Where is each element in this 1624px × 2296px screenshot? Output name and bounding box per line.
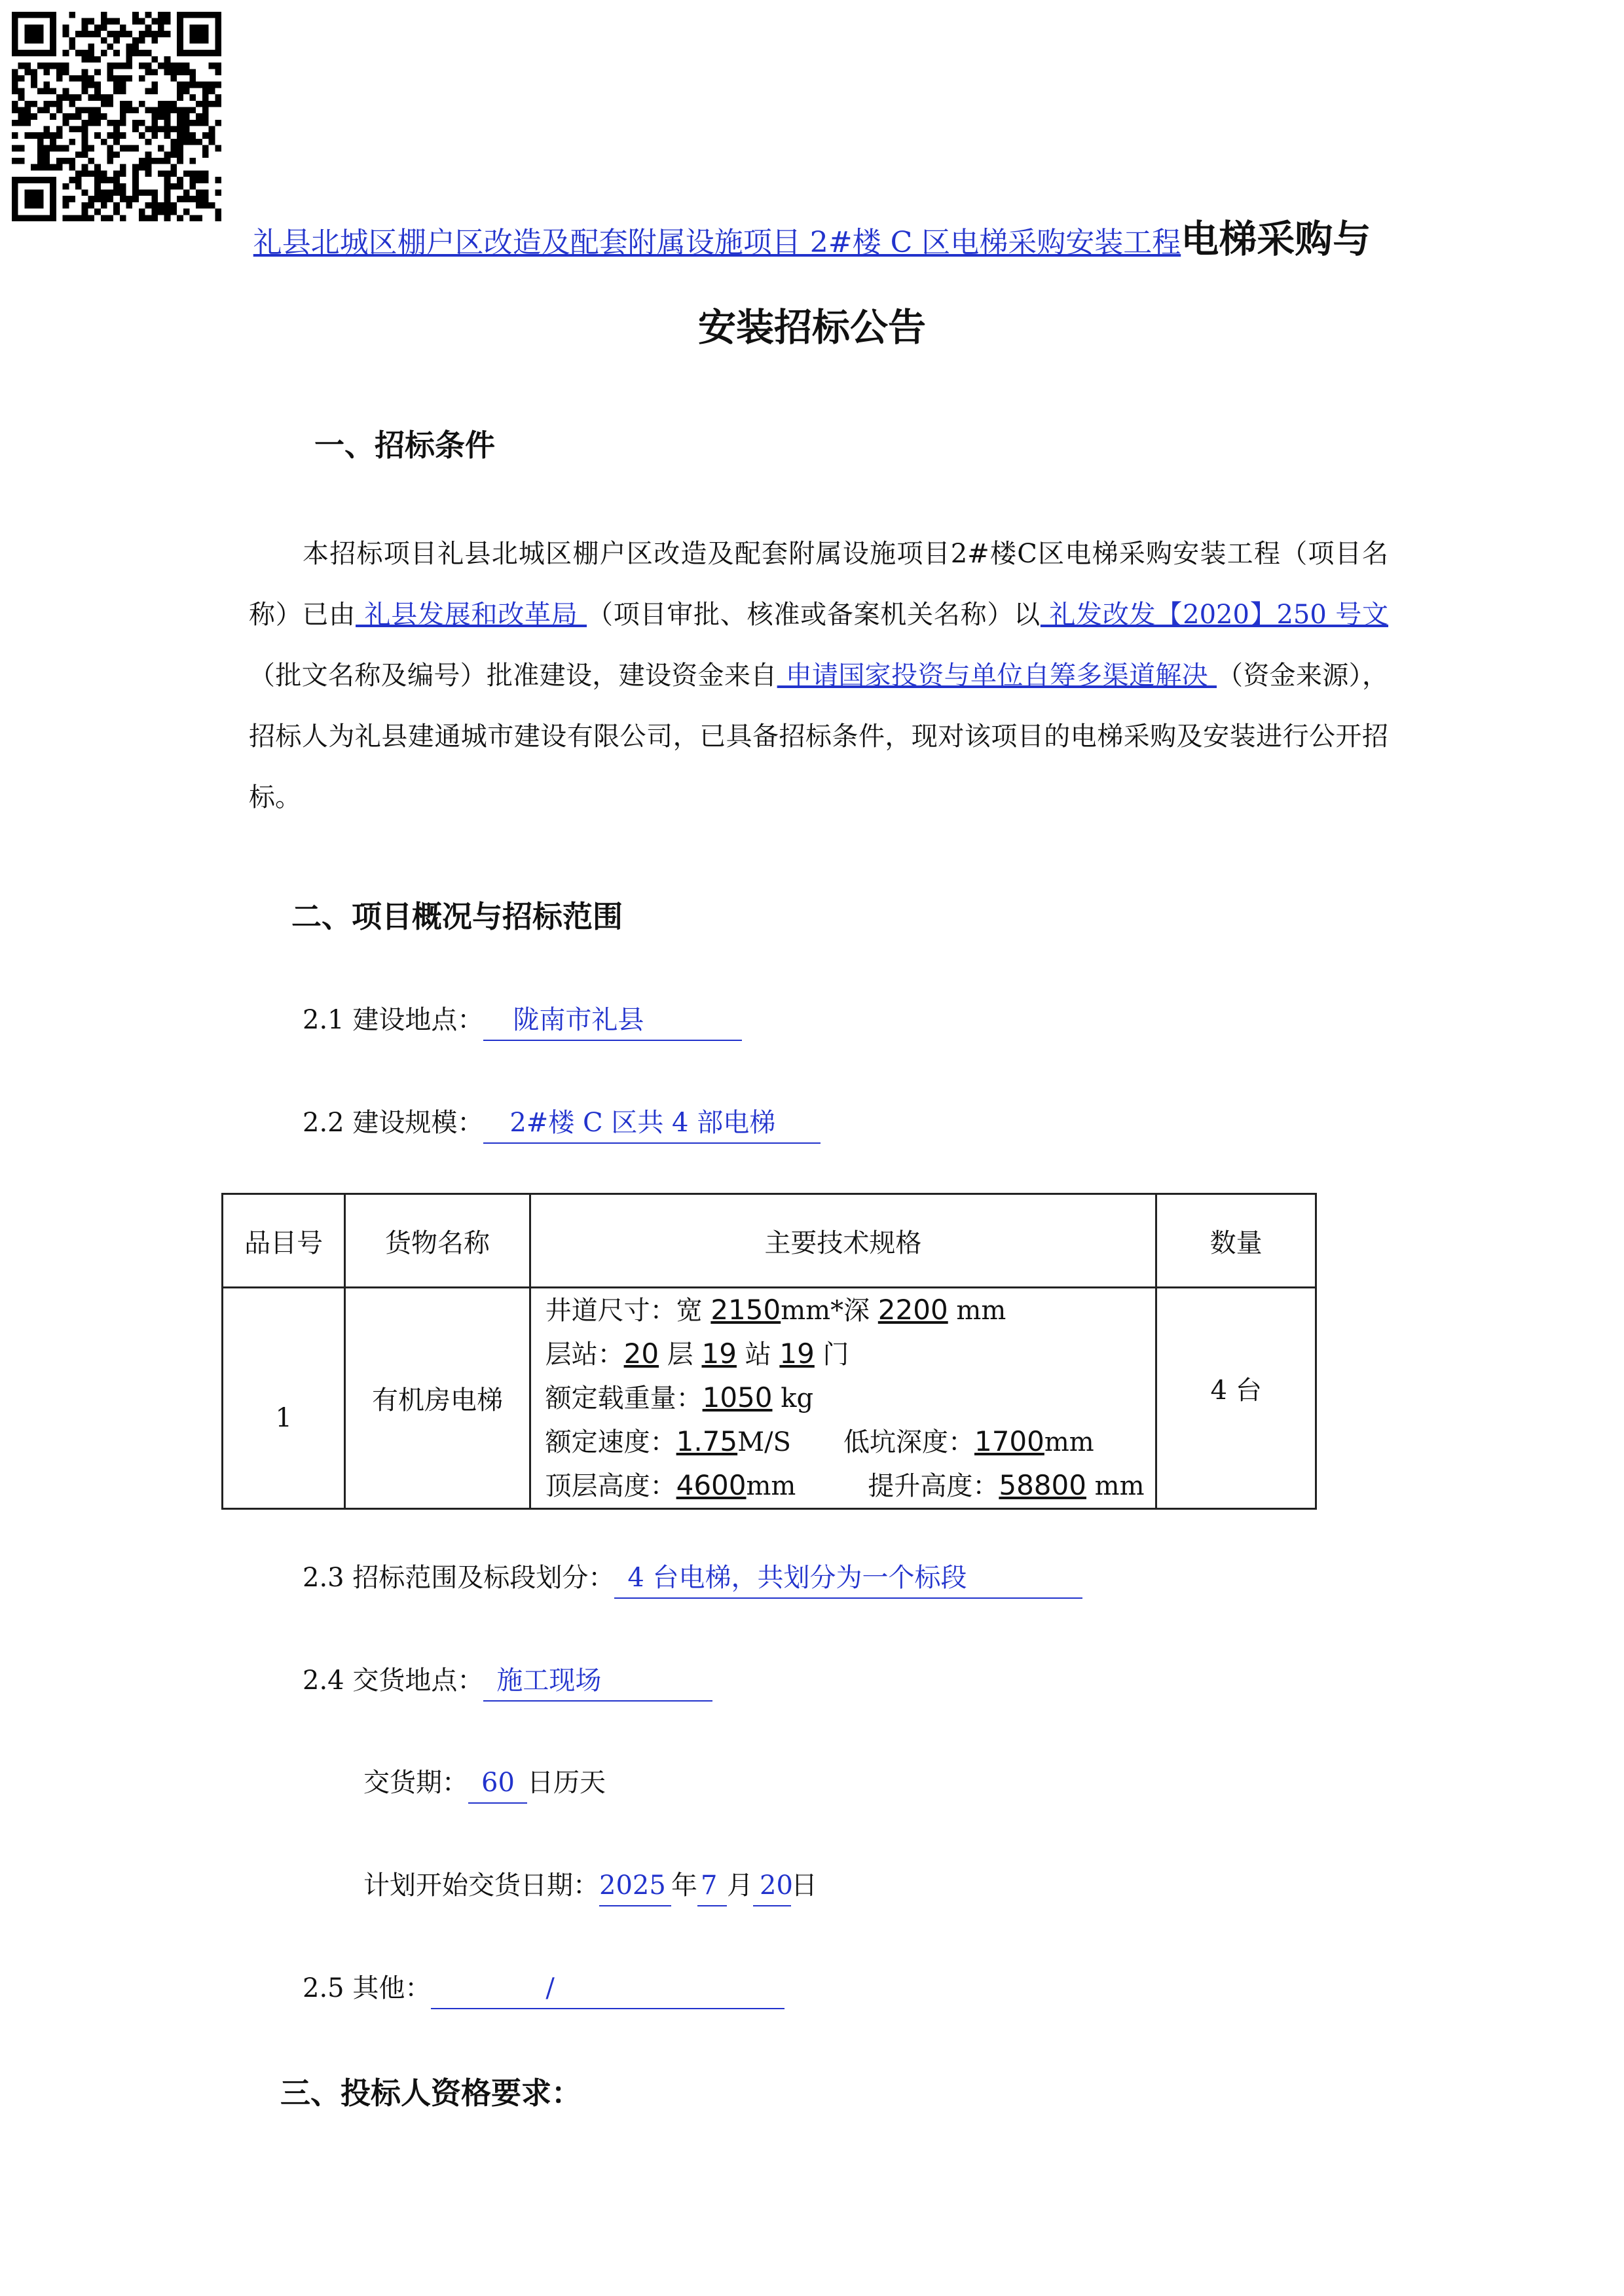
para-text-2: （项目审批、核准或备案机关名称）以 [587, 600, 1041, 630]
date-day-unit: 日 [791, 1870, 817, 1901]
cell-quantity: 4 台 [1156, 1288, 1316, 1509]
spec-stops: 层站：20 层 19 站 19 门 [545, 1338, 849, 1370]
date-line [363, 1863, 817, 1908]
other-label: 2.5 其他： [303, 1973, 432, 2003]
section3-heading: 三、投标人资格要求： [280, 2075, 581, 2111]
section1-paragraph [249, 524, 1388, 828]
para-text-3: （批文名称及编号）批准建设，建设资金来自 [249, 661, 777, 691]
date-month-unit: 月 [727, 1870, 753, 1901]
scale-line [303, 1100, 821, 1146]
spec-speed-pit: 额定速度：1.75M/S 低坑深度：1700mm [545, 1425, 1094, 1457]
scope-value[interactable]: 4 台电梯，共划分为一个标段 [614, 1558, 1082, 1599]
site-label: 2.1 建设地点： [303, 1005, 484, 1035]
document-title-line1 [0, 210, 1624, 272]
funding-link[interactable]: 申请国家投资与单位自筹多渠道解决 [777, 661, 1217, 691]
other-line [303, 1965, 784, 2011]
header-goods-name: 货物名称 [345, 1194, 530, 1288]
scope-line [303, 1555, 1082, 1601]
spec-shaft: 井道尺寸：宽 2150mm*深 2200 mm [545, 1294, 1006, 1326]
title-bold-part1: 电梯采购与 [1181, 217, 1371, 261]
site-line [303, 997, 742, 1043]
approval-doc-link[interactable]: 礼发改发【2020】250 号文 [1040, 600, 1389, 630]
period-value[interactable]: 60 [468, 1763, 527, 1804]
table-row [223, 1288, 1316, 1509]
para-text-4: （资金来源），招标人为礼县建通城市建设有限公司，已具备招标条件，现对该项目的电梯采购及安装进行公开招标。 [249, 661, 1389, 812]
goods-table [221, 1193, 1317, 1510]
approver-link[interactable]: 礼县发展和改革局 [356, 600, 587, 630]
period-line [363, 1760, 606, 1806]
cell-tech-spec [530, 1288, 1156, 1509]
section2-heading: 二、项目概况与招标范围 [291, 899, 623, 934]
qr-code [12, 12, 221, 221]
date-year-unit: 年 [671, 1870, 697, 1901]
project-name-link[interactable]: 礼县北城区棚户区改造及配套附属设施项目 2#楼 C 区电梯采购安装工程 [253, 226, 1181, 259]
date-year[interactable]: 2025 [599, 1866, 671, 1906]
section1-heading: 一、招标条件 [314, 428, 495, 463]
spec-top-lift: 顶层高度：4600mm 提升高度：58800 mm [545, 1469, 1145, 1501]
delivery-label: 2.4 交货地点： [303, 1666, 484, 1696]
header-item-no: 品目号 [223, 1194, 345, 1288]
header-tech-spec: 主要技术规格 [530, 1194, 1156, 1288]
delivery-line [303, 1658, 712, 1704]
delivery-value[interactable]: 施工现场 [483, 1661, 712, 1702]
period-unit: 日历天 [527, 1768, 606, 1798]
date-month[interactable]: 7 [697, 1866, 727, 1906]
document-title-line2: 安装招标公告 [697, 305, 926, 350]
site-value[interactable]: 陇南市礼县 [483, 1000, 742, 1041]
header-quantity: 数量 [1156, 1194, 1316, 1288]
scope-label: 2.3 招标范围及标段划分： [303, 1563, 615, 1593]
scale-value[interactable]: 2#楼 C 区共 4 部电梯 [483, 1103, 821, 1144]
cell-item-no: 1 [223, 1288, 345, 1509]
period-label: 交货期： [363, 1768, 468, 1798]
para-text-1: 本招标项目礼县北城区棚户区改造及配套附属设施项目2#楼C区电梯采购安装工程（项目名称）已由 [249, 539, 1388, 630]
table-header-row [223, 1194, 1316, 1288]
other-value[interactable]: / [431, 1969, 784, 2009]
scale-label: 2.2 建设规模： [303, 1108, 484, 1138]
cell-goods-name: 有机房电梯 [345, 1288, 530, 1509]
date-label: 计划开始交货日期： [363, 1870, 599, 1901]
spec-load: 额定载重量：1050 kg [545, 1381, 814, 1413]
date-day[interactable]: 20 [753, 1866, 791, 1906]
